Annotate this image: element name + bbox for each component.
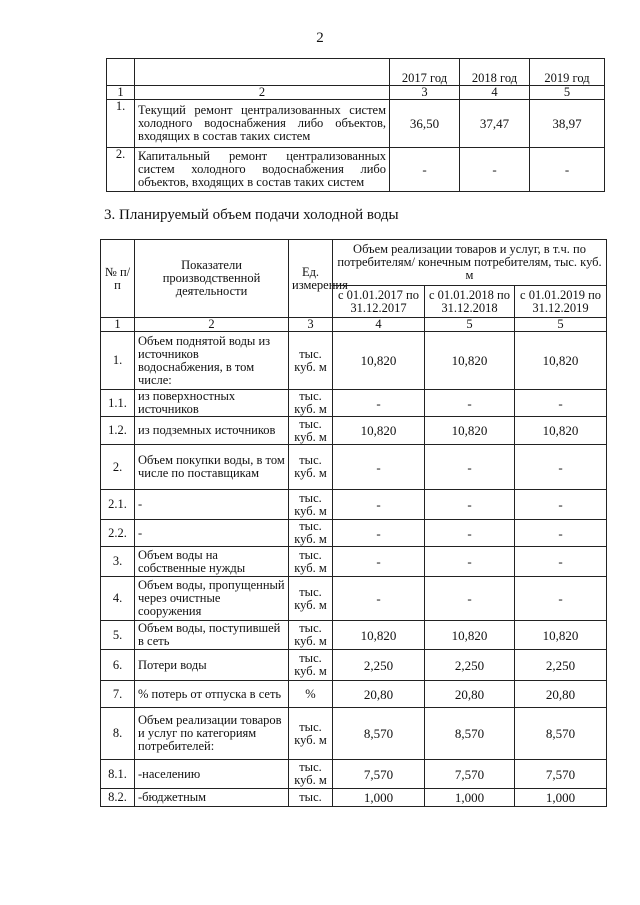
row-value: 7,570: [333, 760, 425, 789]
header-period: с 01.01.2018 по 31.12.2018: [425, 286, 515, 318]
index-cell: 2: [135, 86, 390, 100]
index-cell: 4: [333, 318, 425, 332]
table-row: [101, 240, 607, 286]
row-number: 2.1.: [101, 490, 135, 520]
table-row: [101, 417, 607, 445]
row-value: -: [425, 445, 515, 490]
table-row: [101, 490, 607, 520]
table-row: [101, 789, 607, 807]
table-row: [107, 86, 605, 100]
row-number: 5.: [101, 621, 135, 650]
row-value: -: [333, 547, 425, 577]
row-text: из подземных источников: [135, 417, 289, 445]
header-period: с 01.01.2019 по 31.12.2019: [515, 286, 607, 318]
row-value: 8,570: [333, 708, 425, 760]
row-number: 8.2.: [101, 789, 135, 807]
table-row: [101, 760, 607, 789]
row-value: 2,250: [333, 650, 425, 681]
row-value: 10,820: [425, 621, 515, 650]
row-unit: тыс. куб. м: [289, 390, 333, 417]
row-number: 2.2.: [101, 520, 135, 547]
index-cell: 1: [107, 86, 135, 100]
row-value: 10,820: [333, 621, 425, 650]
row-unit: тыс. куб. м: [289, 332, 333, 390]
table-row: [101, 577, 607, 621]
row-number: 1.: [107, 100, 135, 148]
index-cell: 5: [515, 318, 607, 332]
row-value: -: [515, 445, 607, 490]
row-value: -: [460, 148, 530, 192]
row-text: -населению: [135, 760, 289, 789]
index-cell: 2: [135, 318, 289, 332]
row-value: -: [515, 577, 607, 621]
row-value: 2,250: [515, 650, 607, 681]
row-text: % потерь от отпуска в сеть: [135, 681, 289, 708]
row-value: -: [333, 445, 425, 490]
table-row: [107, 148, 605, 192]
row-unit: тыс. куб. м: [289, 445, 333, 490]
page-number: 2: [316, 30, 324, 46]
year-header: 2017 год: [390, 59, 460, 86]
row-value: 20,80: [425, 681, 515, 708]
row-value: 8,570: [515, 708, 607, 760]
row-value: 8,570: [425, 708, 515, 760]
table-row: [101, 650, 607, 681]
row-value: 10,820: [515, 332, 607, 390]
row-value: -: [530, 148, 605, 192]
row-value: 10,820: [425, 417, 515, 445]
row-unit: тыс.: [289, 789, 333, 807]
row-unit: %: [289, 681, 333, 708]
row-text: Текущий ремонт централизованных систем холодного водоснабжения либо объектов, входящих в состав таких систем: [135, 100, 390, 148]
row-text: Капитальный ремонт централизованных систем холодного водоснабжения либо объектов, входящих в состав таких систем: [135, 148, 390, 192]
header-indicator: Показатели производственной деятельности: [135, 240, 289, 318]
row-value: 7,570: [515, 760, 607, 789]
row-text: из поверхностных источников: [135, 390, 289, 417]
water-supply-table: [100, 239, 607, 807]
index-cell: 4: [460, 86, 530, 100]
row-number: 1.: [101, 332, 135, 390]
row-value: 10,820: [515, 417, 607, 445]
row-unit: тыс. куб. м: [289, 760, 333, 789]
year-header: 2019 год: [530, 59, 605, 86]
section-title: 3. Планируемый объем подачи холодной воды: [104, 207, 399, 223]
row-value: 1,000: [333, 789, 425, 807]
index-cell: 3: [390, 86, 460, 100]
row-value: 36,50: [390, 100, 460, 148]
row-text: Объем воды, поступившей в сеть: [135, 621, 289, 650]
row-value: -: [425, 577, 515, 621]
row-value: 10,820: [333, 332, 425, 390]
row-number: 6.: [101, 650, 135, 681]
row-text: Объем реализации товаров и услуг по категориям потребителей:: [135, 708, 289, 760]
row-unit: тыс. куб. м: [289, 490, 333, 520]
row-value: -: [425, 547, 515, 577]
row-text: Объем покупки воды, в том числе по поставщикам: [135, 445, 289, 490]
row-value: 2,250: [425, 650, 515, 681]
table-row: [101, 708, 607, 760]
row-number: 1.1.: [101, 390, 135, 417]
row-value: 20,80: [515, 681, 607, 708]
row-value: -: [515, 390, 607, 417]
row-number: 2.: [107, 148, 135, 192]
row-value: -: [515, 520, 607, 547]
row-value: 10,820: [515, 621, 607, 650]
row-text: -: [135, 490, 289, 520]
row-value: 10,820: [425, 332, 515, 390]
row-unit: тыс. куб. м: [289, 417, 333, 445]
repair-costs-table: [106, 58, 605, 192]
row-unit: тыс. куб. м: [289, 708, 333, 760]
row-value: -: [515, 490, 607, 520]
row-number: 1.2.: [101, 417, 135, 445]
row-value: -: [515, 547, 607, 577]
row-unit: тыс. куб. м: [289, 577, 333, 621]
table-row: [101, 520, 607, 547]
table-row: [101, 445, 607, 490]
row-value: 1,000: [425, 789, 515, 807]
row-value: 7,570: [425, 760, 515, 789]
row-value: -: [333, 490, 425, 520]
row-value: 20,80: [333, 681, 425, 708]
row-text: Объем воды, пропущенный через очистные сооружения: [135, 577, 289, 621]
row-text: Потери воды: [135, 650, 289, 681]
table-row: [107, 100, 605, 148]
table-row: [101, 547, 607, 577]
row-value: -: [333, 390, 425, 417]
row-number: 3.: [101, 547, 135, 577]
table-row: [101, 681, 607, 708]
index-cell: 1: [101, 318, 135, 332]
row-unit: тыс. куб. м: [289, 650, 333, 681]
row-value: 1,000: [515, 789, 607, 807]
row-value: 37,47: [460, 100, 530, 148]
row-unit: тыс. куб. м: [289, 520, 333, 547]
header-volume: Объем реализации товаров и услуг, в т.ч. по потребителям/ конечным потребителям, тыс. куб. м: [333, 240, 607, 286]
index-cell: 3: [289, 318, 333, 332]
table-row: [101, 621, 607, 650]
row-number: 4.: [101, 577, 135, 621]
row-number: 2.: [101, 445, 135, 490]
table-row: [107, 59, 605, 86]
table-cell: [107, 59, 135, 86]
row-text: -: [135, 520, 289, 547]
row-unit: тыс. куб. м: [289, 547, 333, 577]
table-cell: [135, 59, 390, 86]
row-text: -бюджетным: [135, 789, 289, 807]
table-row: [101, 318, 607, 332]
row-number: 8.: [101, 708, 135, 760]
row-value: 38,97: [530, 100, 605, 148]
header-period: с 01.01.2017 по 31.12.2017: [333, 286, 425, 318]
row-number: 7.: [101, 681, 135, 708]
row-value: -: [425, 490, 515, 520]
row-value: -: [390, 148, 460, 192]
row-value: -: [333, 577, 425, 621]
row-value: -: [425, 520, 515, 547]
row-text: Объем воды на собственные нужды: [135, 547, 289, 577]
table-row: [101, 390, 607, 417]
header-num: № п/п: [101, 240, 135, 318]
row-value: -: [425, 390, 515, 417]
row-text: Объем поднятой воды из источников водоснабжения, в том числе:: [135, 332, 289, 390]
header-unit: Ед. измерения: [289, 240, 333, 318]
index-cell: 5: [530, 86, 605, 100]
row-value: 10,820: [333, 417, 425, 445]
row-unit: тыс. куб. м: [289, 621, 333, 650]
table-row: [101, 332, 607, 390]
year-header: 2018 год: [460, 59, 530, 86]
row-number: 8.1.: [101, 760, 135, 789]
index-cell: 5: [425, 318, 515, 332]
row-value: -: [333, 520, 425, 547]
